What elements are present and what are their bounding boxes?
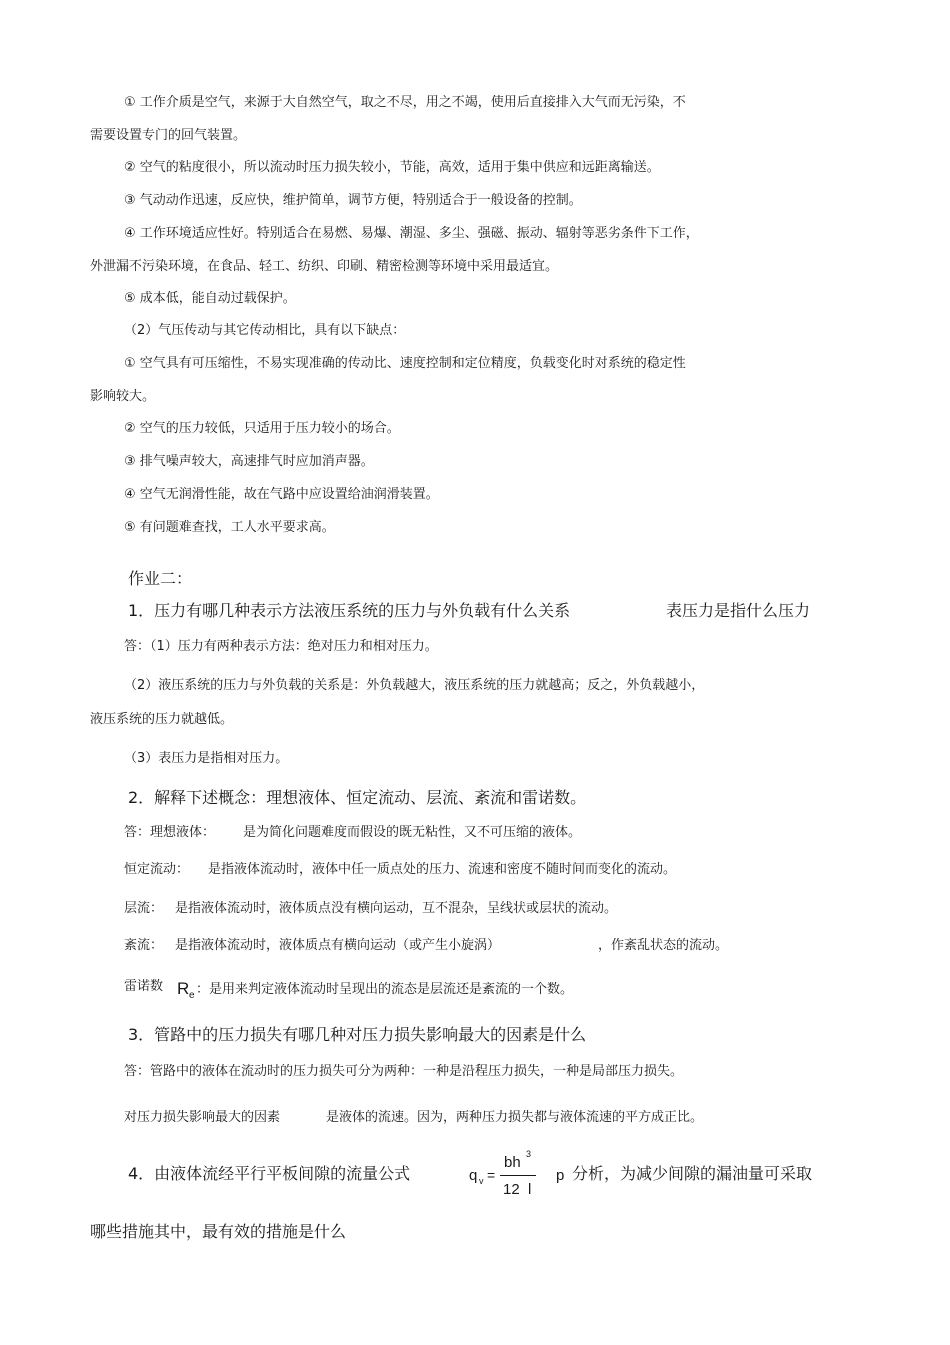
advantage-2: ② 空气的粘度很小，所以流动时压力损失较小，节能，高效，适用于集中供应和远距离输送。 [124,160,660,175]
question-3: 3．管路中的压力损失有哪几种对压力损失影响最大的因素是什么 [128,1025,587,1044]
disadvantage-1-line-2: 影响较大。 [90,389,156,404]
steady-flow-definition: 是指液体流动时，液体中任一质点处的压力、流速和密度不随时间而变化的流动。 [208,862,677,877]
formula-equals: = [487,1167,496,1183]
turbulent-flow-label: 紊流： [124,938,164,953]
formula-numerator-exponent: 3 [526,1149,532,1159]
disadvantage-2: ② 空气的压力较低，只适用于压力较小的场合。 [124,421,400,436]
advantage-1-line-1: ① 工作介质是空气，来源于大自然空气，取之不尽，用之不竭，使用后直接排入大气而无污染，不 [124,95,686,110]
laminar-flow-label: 层流： [124,901,164,916]
ideal-fluid-label: 答：理想液体： [124,825,216,840]
answer-1-line-2: （2）液压系统的压力与外负载的关系是：外负载越大，液压系统的压力就越高；反之，外负载越小， [124,678,705,693]
turbulent-flow-definition-part-1: 是指液体流动时，液体质点有横向运动（或产生小旋涡） [175,938,501,953]
formula-q: q [469,1167,478,1184]
reynolds-number-definition: ：是用来判定液体流动时呈现出的流态是层流还是紊流的一个数。 [196,982,574,997]
answer-1-line-4: （3）表压力是指相对压力。 [124,751,289,766]
steady-flow-label: 恒定流动： [124,862,190,877]
reynolds-number-label: 雷诺数 [124,979,164,994]
disadvantage-1-line-1: ① 空气具有可压缩性，不易实现准确的传动比、速度控制和定位精度，负载变化时对系统的稳定性 [124,356,686,371]
reynolds-symbol-subscript: e [189,990,195,1001]
question-4-part-1: 4．由液体流经平行平板间隙的流量公式 [128,1164,411,1183]
question-4-part-2: 分析，为减少间隙的漏油量可采取 [572,1164,813,1183]
formula-denominator: 12 l [503,1181,532,1198]
disadvantage-5: ⑤ 有问题难查找，工人水平要求高。 [124,520,335,535]
disadvantage-3: ③ 排气噪声较大，高速排气时应加消声器。 [124,454,374,469]
advantage-3: ③ 气动动作迅速，反应快，维护简单，调节方便，特别适合于一般设备的控制。 [124,193,582,208]
formula-numerator: bh [504,1154,521,1171]
answer-3-line-2-part-1: 对压力损失影响最大的因素 [124,1110,281,1125]
homework-title: 作业二： [128,569,193,588]
advantage-1-line-2: 需要设置专门的回气装置。 [90,128,247,143]
formula-q-subscript: v [479,1176,484,1186]
question-1-part-2: 表压力是指什么压力 [666,601,811,620]
advantage-4-line-2: 外泄漏不污染环境，在食品、轻工、纺织、印刷、精密检测等环境中采用最适宜。 [90,259,559,274]
turbulent-flow-definition-part-2: ，作紊乱状态的流动。 [598,938,729,953]
question-2: 2．解释下述概念：理想液体、恒定流动、层流、紊流和雷诺数。 [128,788,587,807]
reynolds-symbol: R [177,979,190,998]
disadvantage-4: ④ 空气无润滑性能，故在气路中应设置给油润滑装置。 [124,487,439,502]
advantage-4-line-1: ④ 工作环境适应性好。特别适合在易燃、易爆、潮湿、多尘、强磁、振动、辐射等恶劣条件下工作， [124,226,699,241]
formula-fraction-bar [500,1175,536,1176]
answer-3-line-1: 答：管路中的液体在流动时的压力损失可分为两种：一种是沿程压力损失，一种是局部压力损失。 [124,1064,684,1079]
answer-1-line-3: 液压系统的压力就越低。 [90,712,234,727]
advantage-5: ⑤ 成本低，能自动过载保护。 [124,291,296,306]
answer-3-line-2-part-2: 是液体的流速。因为，两种压力损失都与液体流速的平方成正比。 [326,1110,704,1125]
question-4-part-3: 哪些措施其中，最有效的措施是什么 [90,1222,347,1241]
answer-1-line-1: 答：（1）压力有两种表示方法：绝对压力和相对压力。 [124,639,438,654]
formula-pressure-p: p [556,1167,565,1184]
question-1-part-1: 1．压力有哪几种表示方法液压系统的压力与外负载有什么关系 [128,601,571,620]
laminar-flow-definition: 是指液体流动时，液体质点没有横向运动，互不混杂，呈线状或层状的流动。 [175,901,618,916]
disadvantages-heading: （2）气压传动与其它传动相比，具有以下缺点： [124,323,406,338]
ideal-fluid-definition: 是为简化问题难度而假设的既无粘性，又不可压缩的液体。 [243,825,582,840]
